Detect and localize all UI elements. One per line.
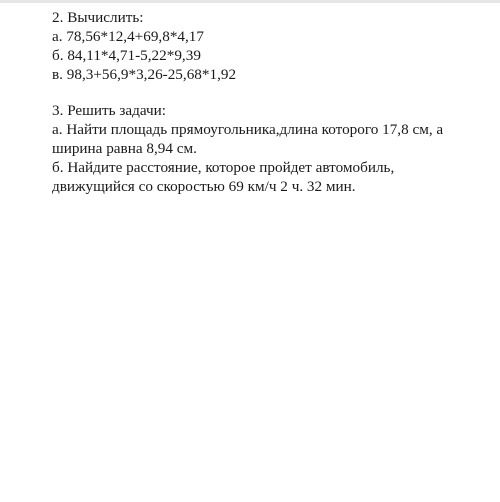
compute-item-a: а. 78,56*12,4+69,8*4,17 <box>52 28 204 45</box>
problem-task-a: а. Найти площадь прямоугольника,длина которого 17,8 см, а ширина равна 8,94 см. <box>52 121 444 157</box>
compute-item-b: б. 84,11*4,71-5,22*9,39 <box>52 47 201 64</box>
page-top-edge <box>0 0 500 3</box>
compute-item-c: в. 98,3+56,9*3,26-25,68*1,92 <box>52 66 237 83</box>
section-compute <box>52 8 492 84</box>
section-heading-problems: 3. Решить задачи: <box>52 102 166 119</box>
problem-task-b: б. Найдите расстояние, которое пройдет автомобиль, движущийся со скоростью 69 км/ч 2 ч. 32 мин. <box>52 159 395 195</box>
section-problems <box>52 101 492 196</box>
section-heading-compute: 2. Вычислить: <box>52 9 144 26</box>
